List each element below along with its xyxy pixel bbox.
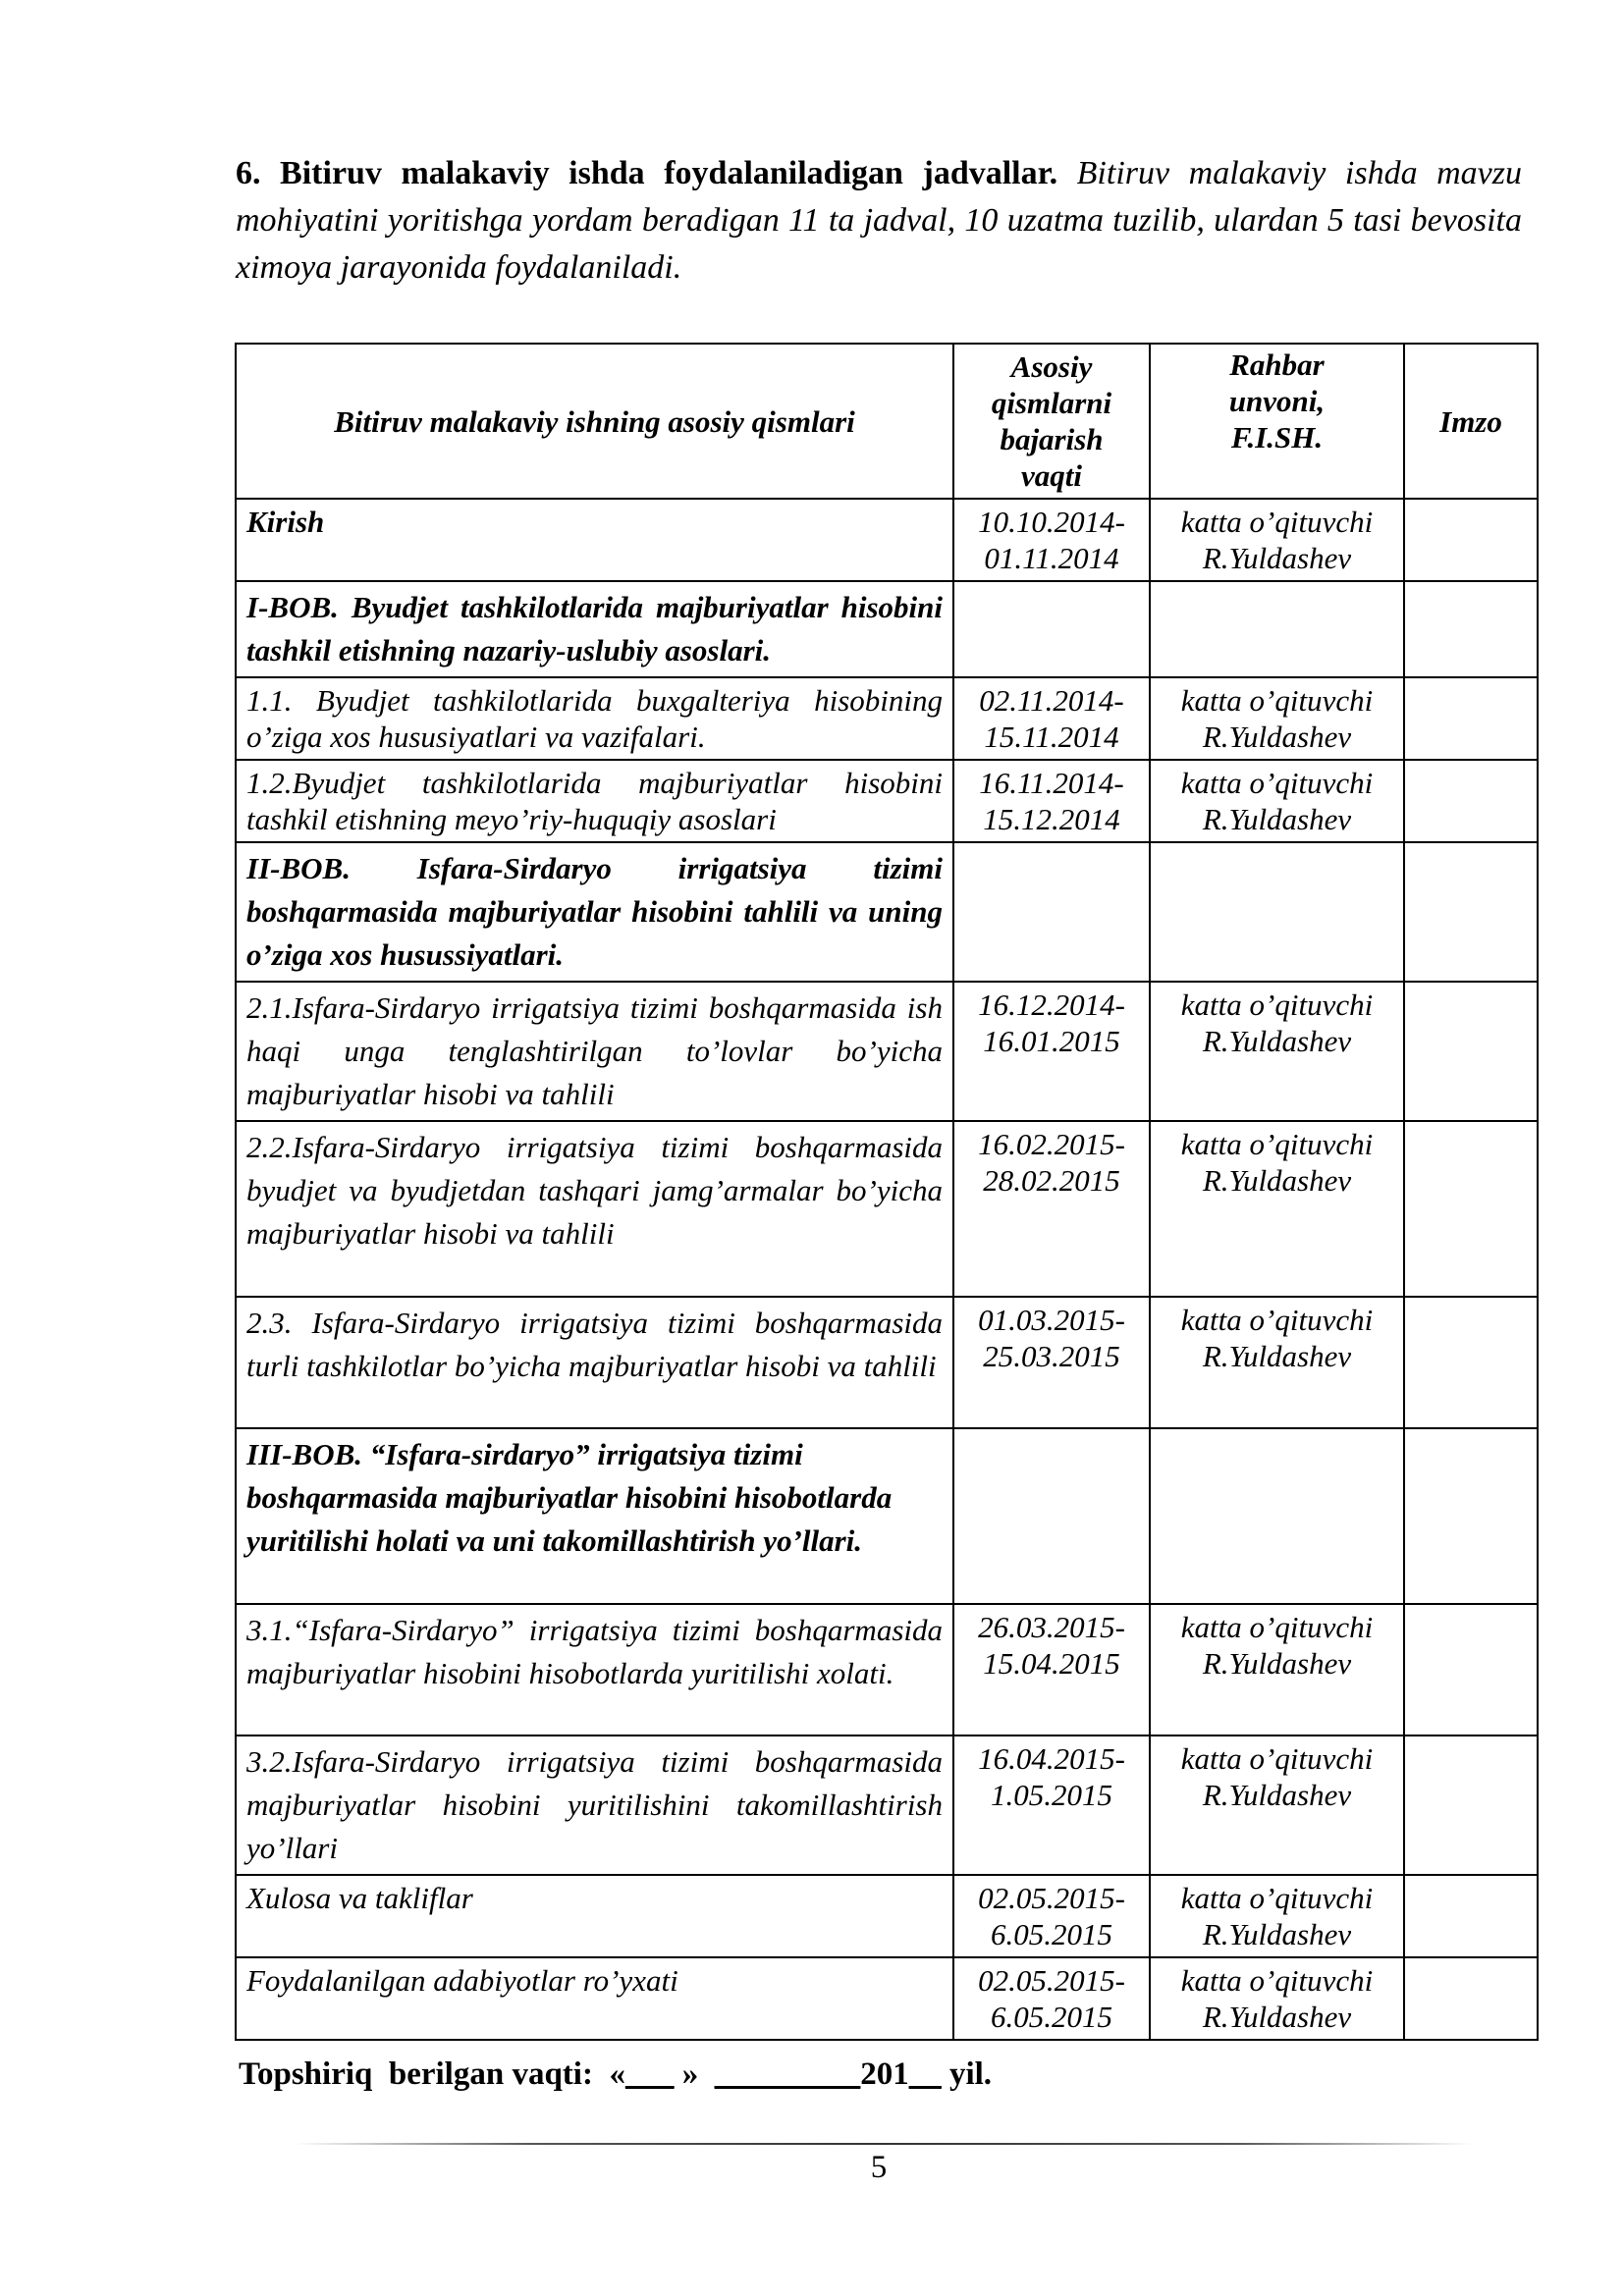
supervisor-name: R.Yuldashev xyxy=(1202,1339,1352,1373)
period-end: 1.05.2015 xyxy=(991,1778,1112,1812)
signature-cell xyxy=(1404,760,1538,842)
signature-cell xyxy=(1404,842,1538,982)
part-text: 3.1.“Isfara-Sirdaryo” irrigatsiya tizimi boshqarmasida majburiyatlar hisobini hisobotlarda yuritilishi xolati. xyxy=(246,1613,943,1690)
signature-cell xyxy=(1404,1875,1538,1957)
period-cell xyxy=(953,1875,1150,1957)
period-cell xyxy=(953,677,1150,760)
period-cell xyxy=(953,1604,1150,1735)
header-supervisor-line: Rahbar xyxy=(1229,347,1325,382)
part-text: 1.1. Byudjet tashkilotlarida buxgalteriya hisobining o’ziga xos hususiyatlari va vazifalari. xyxy=(246,683,943,754)
part-cell xyxy=(236,1735,953,1875)
chapter-text: II-BOB. Isfara-Sirdaryo irrigatsiya tizimi boshqarmasida majburiyatlar hisobini tahlili va uning o’ziga xos husussiyatlari. xyxy=(246,851,943,972)
footer-divider xyxy=(295,2143,1473,2145)
supervisor-cell xyxy=(1150,1735,1404,1875)
table-row xyxy=(236,1428,1538,1604)
table-row xyxy=(236,1604,1538,1735)
supervisor-name: R.Yuldashev xyxy=(1202,1778,1352,1812)
table-row xyxy=(236,1875,1538,1957)
supervisor-title: katta o’qituvchi xyxy=(1180,683,1374,718)
table-header-row xyxy=(236,344,1538,499)
header-part xyxy=(236,344,953,499)
header-signature-text: Imzo xyxy=(1439,403,1502,439)
supervisor-name: R.Yuldashev xyxy=(1202,1917,1352,1951)
page-number: 5 xyxy=(870,2150,888,2185)
period-end: 15.11.2014 xyxy=(984,720,1119,754)
period-start: 02.05.2015- xyxy=(978,1963,1125,1998)
thesis-plan-table xyxy=(235,343,1539,2041)
year-suffix: yil. xyxy=(941,2056,993,2092)
period-cell xyxy=(953,1297,1150,1428)
supervisor-cell xyxy=(1150,499,1404,581)
table-row xyxy=(236,1121,1538,1297)
signature-cell xyxy=(1404,1957,1538,2040)
supervisor-cell xyxy=(1150,581,1404,677)
part-text: 2.2.Isfara-Sirdaryo irrigatsiya tizimi boshqarmasida byudjet va byudjetdan tashqari jamg’armalar bo’yicha majburiyatlar hisobi va tahlili xyxy=(246,1130,943,1251)
part-cell xyxy=(236,760,953,842)
period-start: 16.04.2015- xyxy=(978,1741,1125,1776)
intro-text: Bitiruv malakaviy ishda mavzu mohiyatini yoritishga yordam beradigan 11 ta jadval, 10 uzatma tuzilib, ulardan 5 tasi bevosita ximoya jarayonida foydalaniladi. xyxy=(236,155,1523,286)
supervisor-name: R.Yuldashev xyxy=(1202,2000,1352,2034)
signature-cell xyxy=(1404,1428,1538,1604)
part-text: 3.2.Isfara-Sirdaryo irrigatsiya tizimi boshqarmasida majburiyatlar hisobini yuritilishini takomillashtirish yo’llari xyxy=(246,1744,943,1865)
supervisor-title: katta o’qituvchi xyxy=(1180,1303,1374,1337)
part-text: 2.3. Isfara-Sirdaryo irrigatsiya tizimi boshqarmasida turli tashkilotlar bo’yicha majburiyatlar hisobi va tahlili xyxy=(246,1306,943,1383)
period-cell xyxy=(953,760,1150,842)
signature-cell xyxy=(1404,677,1538,760)
supervisor-cell xyxy=(1150,982,1404,1121)
supervisor-cell xyxy=(1150,677,1404,760)
supervisor-cell xyxy=(1150,1121,1404,1297)
period-start: 16.11.2014- xyxy=(979,766,1124,800)
intro-heading: 6. Bitiruv malakaviy ishda foydalaniladigan jadvallar. xyxy=(236,155,1058,191)
supervisor-title: katta o’qituvchi xyxy=(1180,1741,1374,1776)
supervisor-name: R.Yuldashev xyxy=(1202,802,1352,836)
part-cell xyxy=(236,1297,953,1428)
chapter-cell xyxy=(236,1428,953,1604)
period-start: 10.10.2014- xyxy=(978,505,1125,539)
period-start: 26.03.2015- xyxy=(978,1610,1125,1644)
period-cell xyxy=(953,1735,1150,1875)
table-row xyxy=(236,1297,1538,1428)
supervisor-cell xyxy=(1150,1957,1404,2040)
deadline-mid: » xyxy=(674,2056,715,2092)
supervisor-cell xyxy=(1150,1604,1404,1735)
part-cell xyxy=(236,982,953,1121)
period-end: 15.12.2014 xyxy=(983,802,1120,836)
period-cell xyxy=(953,499,1150,581)
period-cell xyxy=(953,1121,1150,1297)
period-end: 16.01.2015 xyxy=(983,1024,1120,1058)
part-cell xyxy=(236,1604,953,1735)
period-end: 25.03.2015 xyxy=(983,1339,1120,1373)
period-cell xyxy=(953,842,1150,982)
table-row xyxy=(236,581,1538,677)
part-cell xyxy=(236,499,953,581)
table-row xyxy=(236,1735,1538,1875)
period-end: 15.04.2015 xyxy=(983,1646,1120,1681)
supervisor-cell xyxy=(1150,1428,1404,1604)
period-cell xyxy=(953,581,1150,677)
day-blank: ___ xyxy=(624,2056,675,2092)
period-cell xyxy=(953,1428,1150,1604)
table-row xyxy=(236,982,1538,1121)
part-text: Foydalanilgan adabiyotlar ro’yxati xyxy=(246,1963,678,1998)
header-signature xyxy=(1404,344,1538,499)
period-end: 01.11.2014 xyxy=(984,541,1119,575)
period-start: 02.11.2014- xyxy=(979,683,1124,718)
table-row xyxy=(236,842,1538,982)
signature-cell xyxy=(1404,1604,1538,1735)
header-supervisor-line: unvoni, xyxy=(1228,384,1326,418)
part-cell xyxy=(236,1957,953,2040)
supervisor-cell xyxy=(1150,842,1404,982)
supervisor-title: katta o’qituvchi xyxy=(1180,766,1374,800)
part-cell xyxy=(236,677,953,760)
supervisor-title: katta o’qituvchi xyxy=(1180,1610,1374,1644)
supervisor-cell xyxy=(1150,1297,1404,1428)
supervisor-title: katta o’qituvchi xyxy=(1180,1881,1374,1915)
signature-cell xyxy=(1404,982,1538,1121)
header-period-line: qismlarni xyxy=(991,386,1112,420)
period-cell xyxy=(953,982,1150,1121)
period-end: 6.05.2015 xyxy=(991,2000,1112,2034)
table-row xyxy=(236,499,1538,581)
period-start: 01.03.2015- xyxy=(978,1303,1125,1337)
part-text: Kirish xyxy=(246,505,325,539)
part-text: Xulosa va takliflar xyxy=(246,1881,473,1915)
assignment-date-line xyxy=(239,2056,992,2093)
signature-cell xyxy=(1404,581,1538,677)
period-end: 28.02.2015 xyxy=(983,1163,1120,1198)
supervisor-name: R.Yuldashev xyxy=(1202,1024,1352,1058)
chapter-cell xyxy=(236,842,953,982)
period-start: 02.05.2015- xyxy=(978,1881,1125,1915)
supervisor-name: R.Yuldashev xyxy=(1202,720,1352,754)
supervisor-title: katta o’qituvchi xyxy=(1180,505,1374,539)
table-row xyxy=(236,760,1538,842)
supervisor-name: R.Yuldashev xyxy=(1202,541,1352,575)
header-period-line: bajarish xyxy=(1000,422,1104,456)
period-start: 16.12.2014- xyxy=(978,988,1125,1022)
period-cell xyxy=(953,1957,1150,2040)
supervisor-title: katta o’qituvchi xyxy=(1180,988,1374,1022)
signature-cell xyxy=(1404,1297,1538,1428)
supervisor-cell xyxy=(1150,1875,1404,1957)
chapter-text: I-BOB. Byudjet tashkilotlarida majburiyatlar hisobini tashkil etishning nazariy-uslubiy asoslari. xyxy=(246,590,943,667)
table-row xyxy=(236,677,1538,760)
header-period xyxy=(953,344,1150,499)
part-cell xyxy=(236,1121,953,1297)
signature-cell xyxy=(1404,1735,1538,1875)
part-cell xyxy=(236,1875,953,1957)
header-supervisor-line: F.I.SH. xyxy=(1230,420,1324,454)
header-part-text: Bitiruv malakaviy ishning asosiy qismlari xyxy=(334,403,855,439)
header-period-line: Asosiy xyxy=(1010,349,1093,384)
supervisor-name: R.Yuldashev xyxy=(1202,1646,1352,1681)
year-prefix: 201 xyxy=(860,2056,909,2092)
part-text: 2.1.Isfara-Sirdaryo irrigatsiya tizimi boshqarmasida ish haqi unga tenglashtirilgan to’lovlar bo’yicha majburiyatlar hisobi va tahlili xyxy=(246,990,943,1111)
supervisor-title: katta o’qituvchi xyxy=(1180,1963,1374,1998)
deadline-label: Topshiriq berilgan vaqti: « xyxy=(239,2056,625,2092)
supervisor-title: katta o’qituvchi xyxy=(1180,1127,1374,1161)
chapter-text: III-BOB. “Isfara-sirdaryo” irrigatsiya tizimi boshqarmasida majburiyatlar hisobini hisobotlarda yuritilishi holati va uni takomillashtirish yo’llari. xyxy=(246,1437,893,1558)
period-end: 6.05.2015 xyxy=(991,1917,1112,1951)
part-text: 1.2.Byudjet tashkilotlarida majburiyatlar hisobini tashkil etishning meyo’riy-huquqiy asoslari xyxy=(246,766,943,836)
header-period-line: vaqti xyxy=(1021,458,1082,493)
header-supervisor xyxy=(1150,344,1404,499)
supervisor-name: R.Yuldashev xyxy=(1202,1163,1352,1198)
period-start: 16.02.2015- xyxy=(978,1127,1125,1161)
month-blank: _________ xyxy=(714,2056,861,2092)
intro-paragraph xyxy=(236,150,1522,292)
table-row xyxy=(236,1957,1538,2040)
chapter-cell xyxy=(236,581,953,677)
year-blank: __ xyxy=(908,2056,942,2092)
signature-cell xyxy=(1404,499,1538,581)
supervisor-cell xyxy=(1150,760,1404,842)
signature-cell xyxy=(1404,1121,1538,1297)
